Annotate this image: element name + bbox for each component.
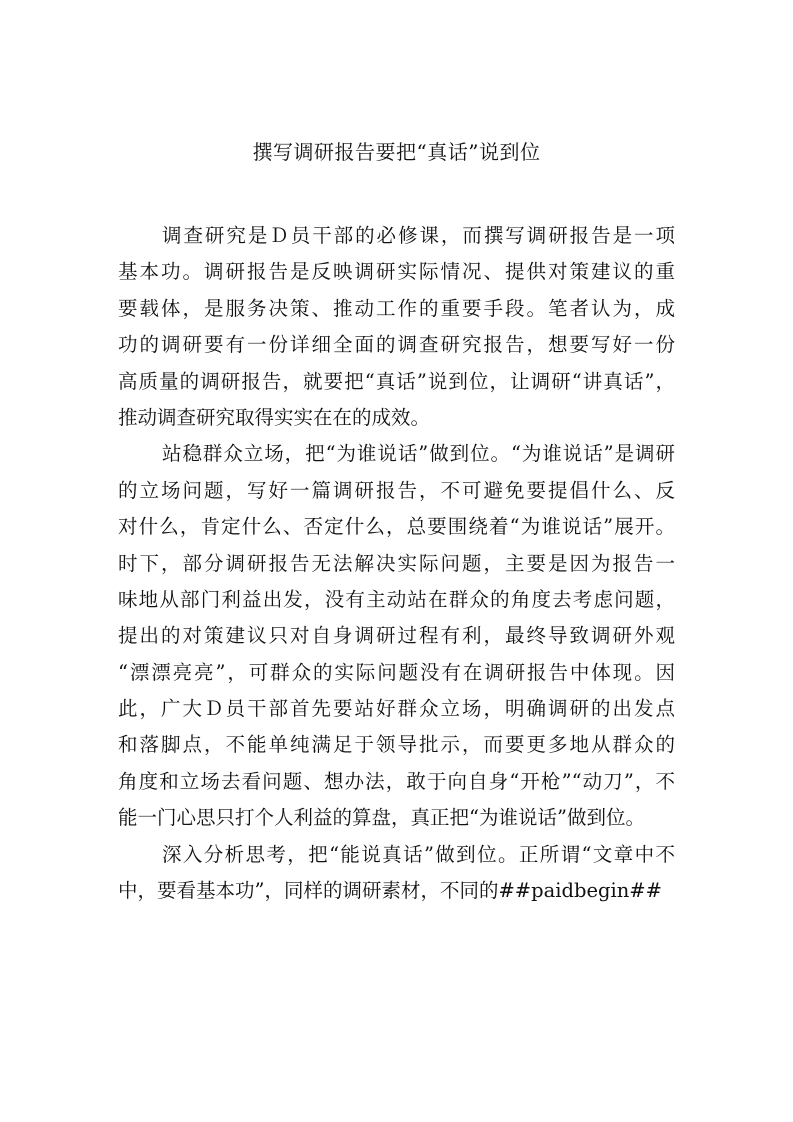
text-line: 站稳群众立场，把“为谁说话”做到位。“为谁说话”是调研 (162, 442, 675, 466)
document-body (118, 218, 675, 909)
text-line: 推动调查研究取得实实在在的成效。 (118, 405, 431, 429)
text-line: 提出的对策建议只对自身调研过程有利，最终导致调研外观 (118, 624, 675, 648)
paragraph-analysis (118, 837, 675, 910)
text-line: 时下，部分调研报告无法解决实际问题，主要是因为报告一 (118, 551, 675, 575)
text-line: 深入分析思考，把“能说真话”做到位。正所谓“文章中不 (162, 842, 675, 866)
text-line: “漂漂亮亮”，可群众的实际问题没有在调研报告中体现。因 (118, 660, 675, 684)
text-line: 和落脚点，不能单纯满足于领导批示，而要更多地从群众的 (118, 733, 675, 757)
paragraph-intro (118, 218, 675, 436)
text-line: 角度和立场去看问题、想办法，敢于向自身“开枪”“动刀”，不 (118, 769, 675, 793)
text-line: 此，广大Ｄ员干部首先要站好群众立场，明确调研的出发点 (118, 697, 675, 721)
text-line: 功的调研要有一份详细全面的调查研究报告，想要写好一份 (118, 333, 675, 357)
text-line: 高质量的调研报告，就要把“真话”说到位，让调研“讲真话”， (118, 369, 675, 393)
text-line: 要载体，是服务决策、推动工作的重要手段。笔者认为，成 (118, 296, 675, 320)
text-line: 基本功。调研报告是反映调研实际情况、提供对策建议的重 (118, 260, 675, 284)
paragraph-stance (118, 436, 675, 836)
text-line: 调查研究是Ｄ员干部的必修课，而撰写调研报告是一项 (162, 224, 675, 247)
text-line: 能一门心思只打个人利益的算盘，真正把“为谁说话”做到位。 (118, 806, 645, 830)
text-line: 中，要看基本功”，同样的调研素材，不同的##paidbegin## (118, 879, 662, 903)
text-line: 味地从部门利益出发，没有主动站在群众的角度去考虑问题， (118, 587, 675, 611)
text-line: 对什么，肯定什么、否定什么，总要围绕着“为谁说话”展开。 (118, 515, 675, 539)
document-title: 撰写调研报告要把“真话”说到位 (252, 140, 541, 164)
text-line: 的立场问题，写好一篇调研报告，不可避免要提倡什么、反 (118, 478, 675, 502)
